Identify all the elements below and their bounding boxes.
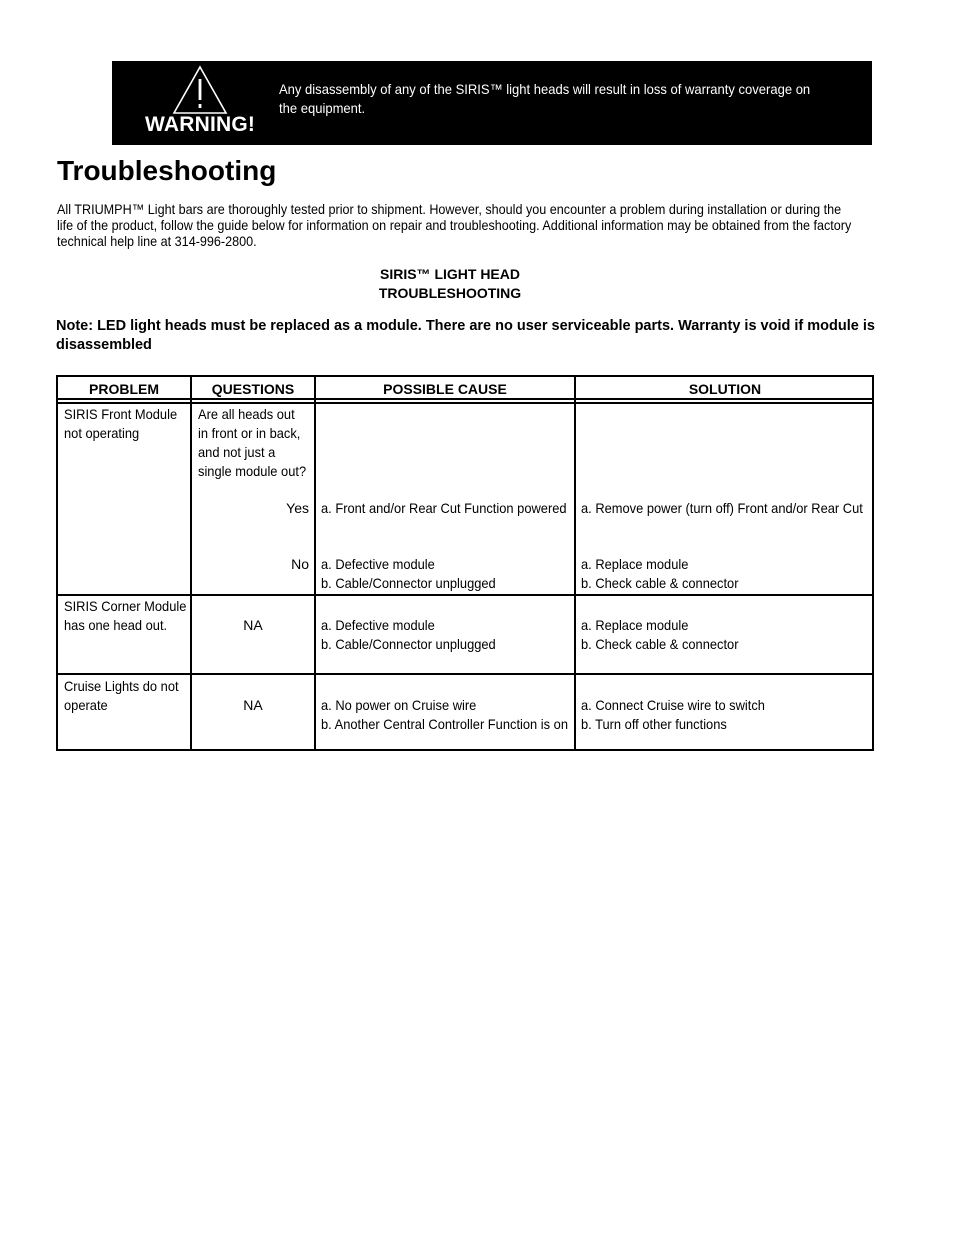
header-possible-cause: POSSIBLE CAUSE: [383, 381, 507, 397]
problem-line: operate: [64, 697, 108, 713]
problem-line: has one head out.: [64, 617, 168, 633]
troubleshooting-table: [56, 375, 874, 751]
solution-text: a. Remove power (turn off) Front and/or Rear Cut: [581, 500, 863, 516]
solution-line: b. Check cable & connector: [581, 575, 739, 591]
column-divider: [314, 377, 316, 749]
answer-yes: Yes: [286, 500, 309, 516]
header-solution: SOLUTION: [688, 381, 762, 397]
solution-line: b. Check cable & connector: [581, 636, 739, 652]
cause-text: [321, 616, 496, 654]
solution-line: a. Replace module: [581, 617, 689, 633]
question-text: [198, 405, 306, 481]
problem-text: [64, 677, 179, 715]
cause-line: b. Cable/Connector unplugged: [321, 575, 496, 591]
solution-line: b. Turn off other functions: [581, 716, 727, 732]
header-problem: PROBLEM: [89, 381, 159, 397]
solution-line: a. Connect Cruise wire to switch: [581, 697, 765, 713]
header-divider: [58, 398, 872, 400]
note-text: Note: LED light heads must be replaced as a module. There are no user serviceable parts. Warranty is void if module is disassembled: [56, 318, 875, 353]
problem-line: SIRIS Corner Module: [64, 598, 187, 614]
column-divider: [574, 377, 576, 749]
problem-line: Cruise Lights do not: [64, 678, 179, 694]
solution-text: [581, 555, 739, 593]
row-divider: [58, 673, 872, 675]
cause-line: a. Defective module: [321, 617, 435, 633]
problem-line: not operating: [64, 425, 140, 441]
cause-text: a. Front and/or Rear Cut Function powered: [321, 500, 567, 516]
question-line: and not just a: [198, 444, 276, 460]
section-heading-line2: TROUBLESHOOTING: [378, 285, 522, 301]
question-text: NA: [243, 697, 263, 713]
problem-text: [64, 405, 177, 443]
solution-text: [581, 616, 739, 654]
intro-paragraph: All TRIUMPH™ Light bars are thoroughly tested prior to shipment. However, should you encounter a problem during installation or during the life of the product, follow the guide below for information on repair and troubleshooting. Additional information may be obtained from the factory technical help line at 314-996-2800.: [57, 201, 852, 249]
solution-text: [581, 696, 765, 734]
warning-triangle-icon: [172, 65, 228, 115]
question-line: single module out?: [198, 463, 307, 479]
question-line: in front or in back,: [198, 425, 301, 441]
cause-text: [321, 555, 496, 593]
row-divider: [58, 594, 872, 596]
problem-text: [64, 597, 186, 635]
cause-line: b. Cable/Connector unplugged: [321, 636, 496, 652]
warning-text: Any disassembly of any of the SIRIS™ light heads will result in loss of warranty coverage on the equipment.: [279, 81, 811, 116]
warning-banner: [112, 61, 872, 145]
problem-line: SIRIS Front Module: [64, 406, 178, 422]
question-line: Are all heads out: [198, 406, 295, 422]
header-divider: [58, 402, 872, 404]
cause-line: b. Another Central Controller Function is on: [321, 716, 569, 732]
cause-line: a. Defective module: [321, 556, 435, 572]
solution-line: a. Replace module: [581, 556, 689, 572]
cause-text: [321, 696, 568, 734]
header-questions: QUESTIONS: [211, 381, 295, 397]
warning-label: WARNING!: [145, 113, 256, 136]
page-title: Troubleshooting: [57, 155, 277, 186]
question-text: NA: [243, 617, 263, 633]
section-heading-line1: SIRIS™ LIGHT HEAD: [379, 266, 520, 282]
answer-no: No: [291, 556, 309, 572]
cause-line: a. No power on Cruise wire: [321, 697, 477, 713]
